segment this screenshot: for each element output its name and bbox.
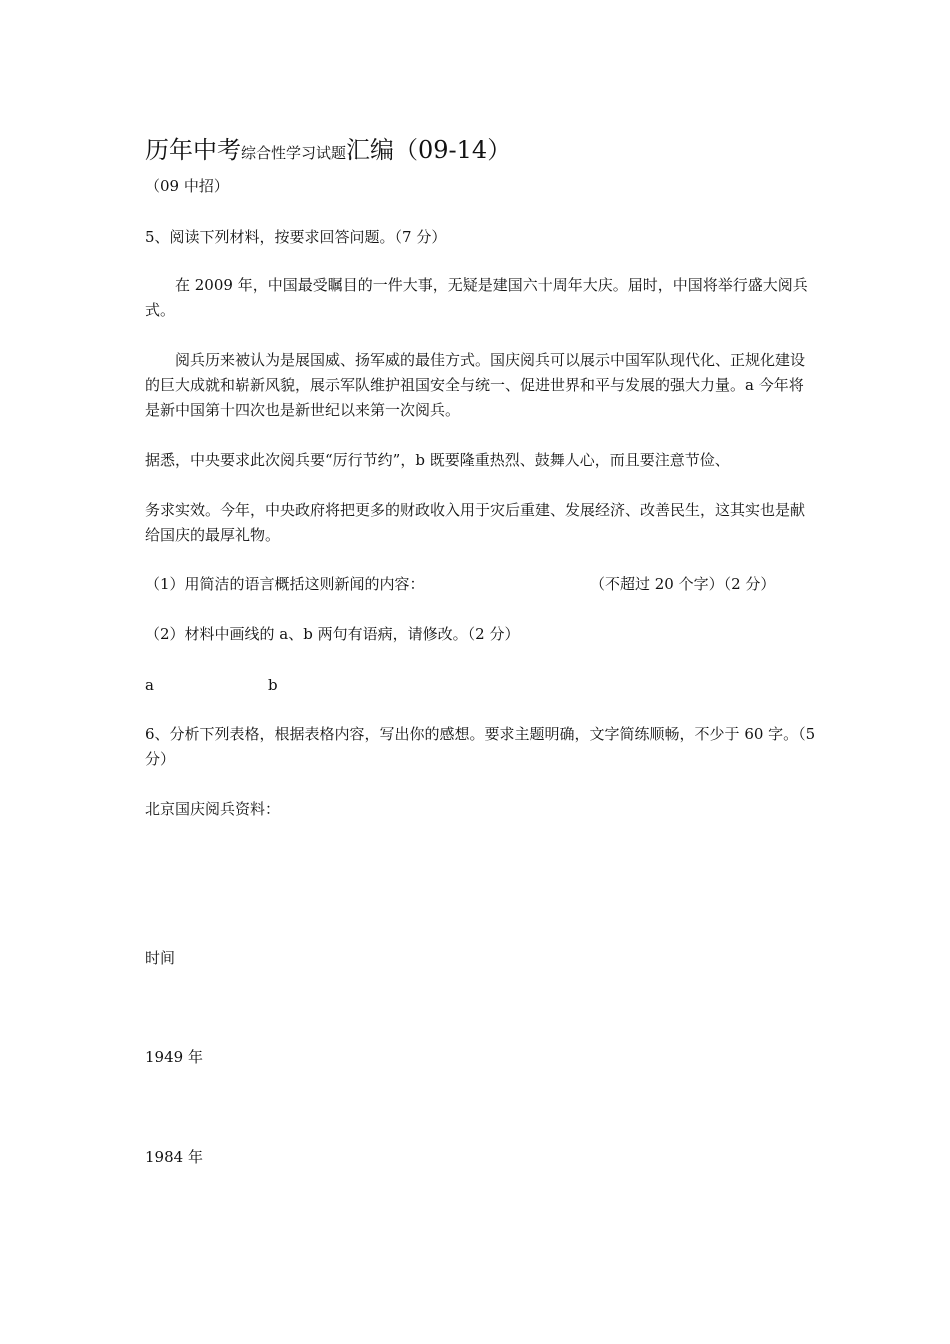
answer-label-b: b (268, 676, 278, 694)
title-part-3: 汇编（09-14） (346, 136, 512, 164)
question-5-paragraph-2: 阅兵历来被认为是展国威、扬军威的最佳方式。国庆阅兵可以展示中国军队现代化、正规化建设的巨大成就和崭新风貌，展示军队维护祖国安全与统一、促进世界和平与发展的强大力量。a 今年将是新中国第十四次也是新世纪以来第一次阅兵。 (145, 351, 806, 419)
question-5-sub-1-limit: （不超过 20 个字）（2 分） (590, 575, 776, 593)
title-part-1: 历年中考 (145, 136, 241, 164)
table-row-1984: 1984 年 (145, 1148, 203, 1166)
question-6-heading: 6、分析下列表格，根据表格内容，写出你的感想。要求主题明确，文字简练顺畅，不少于 60 字。（5 分） (145, 725, 816, 768)
question-5-paragraph-4: 务求实效。今年，中央政府将把更多的财政收入用于灾后重建、发展经济、改善民生，这其实也是献给国庆的最厚礼物。 (145, 501, 806, 544)
table-row-1949: 1949 年 (145, 1048, 203, 1066)
table-caption: 北京国庆阅兵资料： (145, 800, 281, 818)
question-5-sub-1-prompt: （1）用简洁的语言概括这则新闻的内容： (145, 575, 425, 593)
question-5-sub-2-prompt: （2）材料中画线的 a、b 两句有语病，请修改。（2 分） (145, 625, 520, 643)
table-header-time: 时间 (145, 949, 176, 967)
question-5-heading: 5、阅读下列材料，按要求回答问题。（7 分） (145, 228, 447, 246)
question-5-paragraph-1: 在 2009 年，中国最受瞩目的一件大事，无疑是建国六十周年大庆。届时，中国将举行盛大阅兵式。 (145, 276, 808, 319)
answer-label-a: a (145, 676, 154, 694)
title-part-2: 综合性学习试题 (241, 144, 347, 162)
question-5-paragraph-3: 据悉，中央要求此次阅兵要“厉行节约”，b 既要隆重热烈、鼓舞人心，而且要注意节俭、 (145, 451, 730, 469)
subtitle: （09 中招） (145, 177, 229, 195)
document-title (145, 134, 511, 169)
